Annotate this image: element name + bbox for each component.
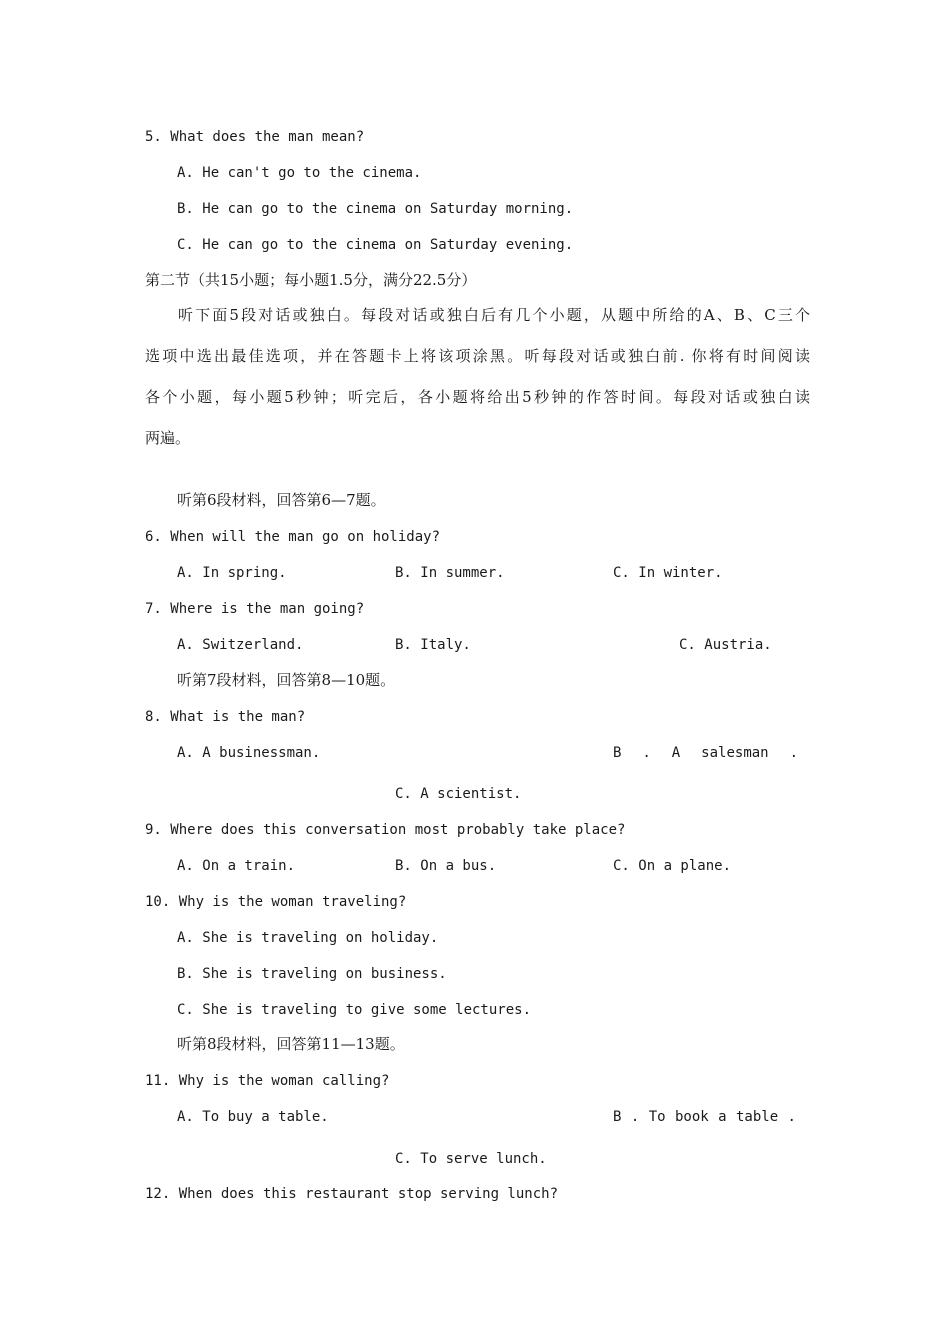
question-8: 8. What is the man? [145, 709, 306, 725]
option-11a: A. To buy a table. [177, 1109, 329, 1125]
option-6c: C. In winter. [613, 565, 723, 581]
question-10: 10. Why is the woman traveling? [145, 894, 407, 910]
question-9: 9. Where does this conversation most probably take place? [145, 822, 626, 838]
option-10b: B. She is traveling on business. [177, 966, 447, 982]
instruction-line: 各个小题，每小题5秒钟；听完后，各小题将给出5秒钟的作答时间。每段对话或独白读 [145, 388, 810, 406]
option-9a: A. On a train. [177, 858, 296, 874]
question-7: 7. Where is the man going? [145, 601, 365, 617]
option-8a: A. A businessman. [177, 745, 321, 761]
option-8c: C. A scientist. [395, 786, 522, 802]
question-5: 5. What does the man mean? [145, 129, 365, 145]
instruction-line: 两遍。 [145, 429, 191, 447]
option-5c: C. He can go to the cinema on Saturday evening. [177, 237, 574, 253]
question-6: 6. When will the man go on holiday? [145, 529, 441, 545]
option-8b: B . A salesman . [613, 745, 798, 761]
material-7-heading: 听第7段材料，回答第8—10题。 [177, 671, 396, 689]
option-6b: B. In summer. [395, 565, 505, 581]
option-7c: C. Austria. [679, 637, 772, 653]
option-10a: A. She is traveling on holiday. [177, 930, 439, 946]
material-6-heading: 听第6段材料，回答第6—7题。 [177, 491, 386, 509]
material-8-heading: 听第8段材料，回答第11—13题。 [177, 1035, 405, 1053]
section-instructions [145, 295, 810, 459]
option-7a: A. Switzerland. [177, 637, 304, 653]
option-11b: B . To book a table . [613, 1109, 796, 1125]
instruction-line: 听下面5段对话或独白。每段对话或独白后有几个小题，从题中所给的A、B、C三个 [178, 306, 810, 324]
option-9c: C. On a plane. [613, 858, 732, 874]
section-title: 第二节（共15小题；每小题1.5分，满分22.5分） [145, 271, 477, 289]
option-5b: B. He can go to the cinema on Saturday morning. [177, 201, 574, 217]
option-6a: A. In spring. [177, 565, 287, 581]
instruction-line: 选项中选出最佳选项，并在答题卡上将该项涂黑。听每段对话或独白前. 你将有时间阅读 [145, 347, 810, 365]
option-7b: B. Italy. [395, 637, 471, 653]
option-5a: A. He can't go to the cinema. [177, 165, 422, 181]
option-10c: C. She is traveling to give some lectures. [177, 1002, 532, 1018]
option-9b: B. On a bus. [395, 858, 497, 874]
question-12: 12. When does this restaurant stop serving lunch? [145, 1186, 559, 1202]
question-11: 11. Why is the woman calling? [145, 1073, 390, 1089]
option-11c: C. To serve lunch. [395, 1151, 547, 1167]
